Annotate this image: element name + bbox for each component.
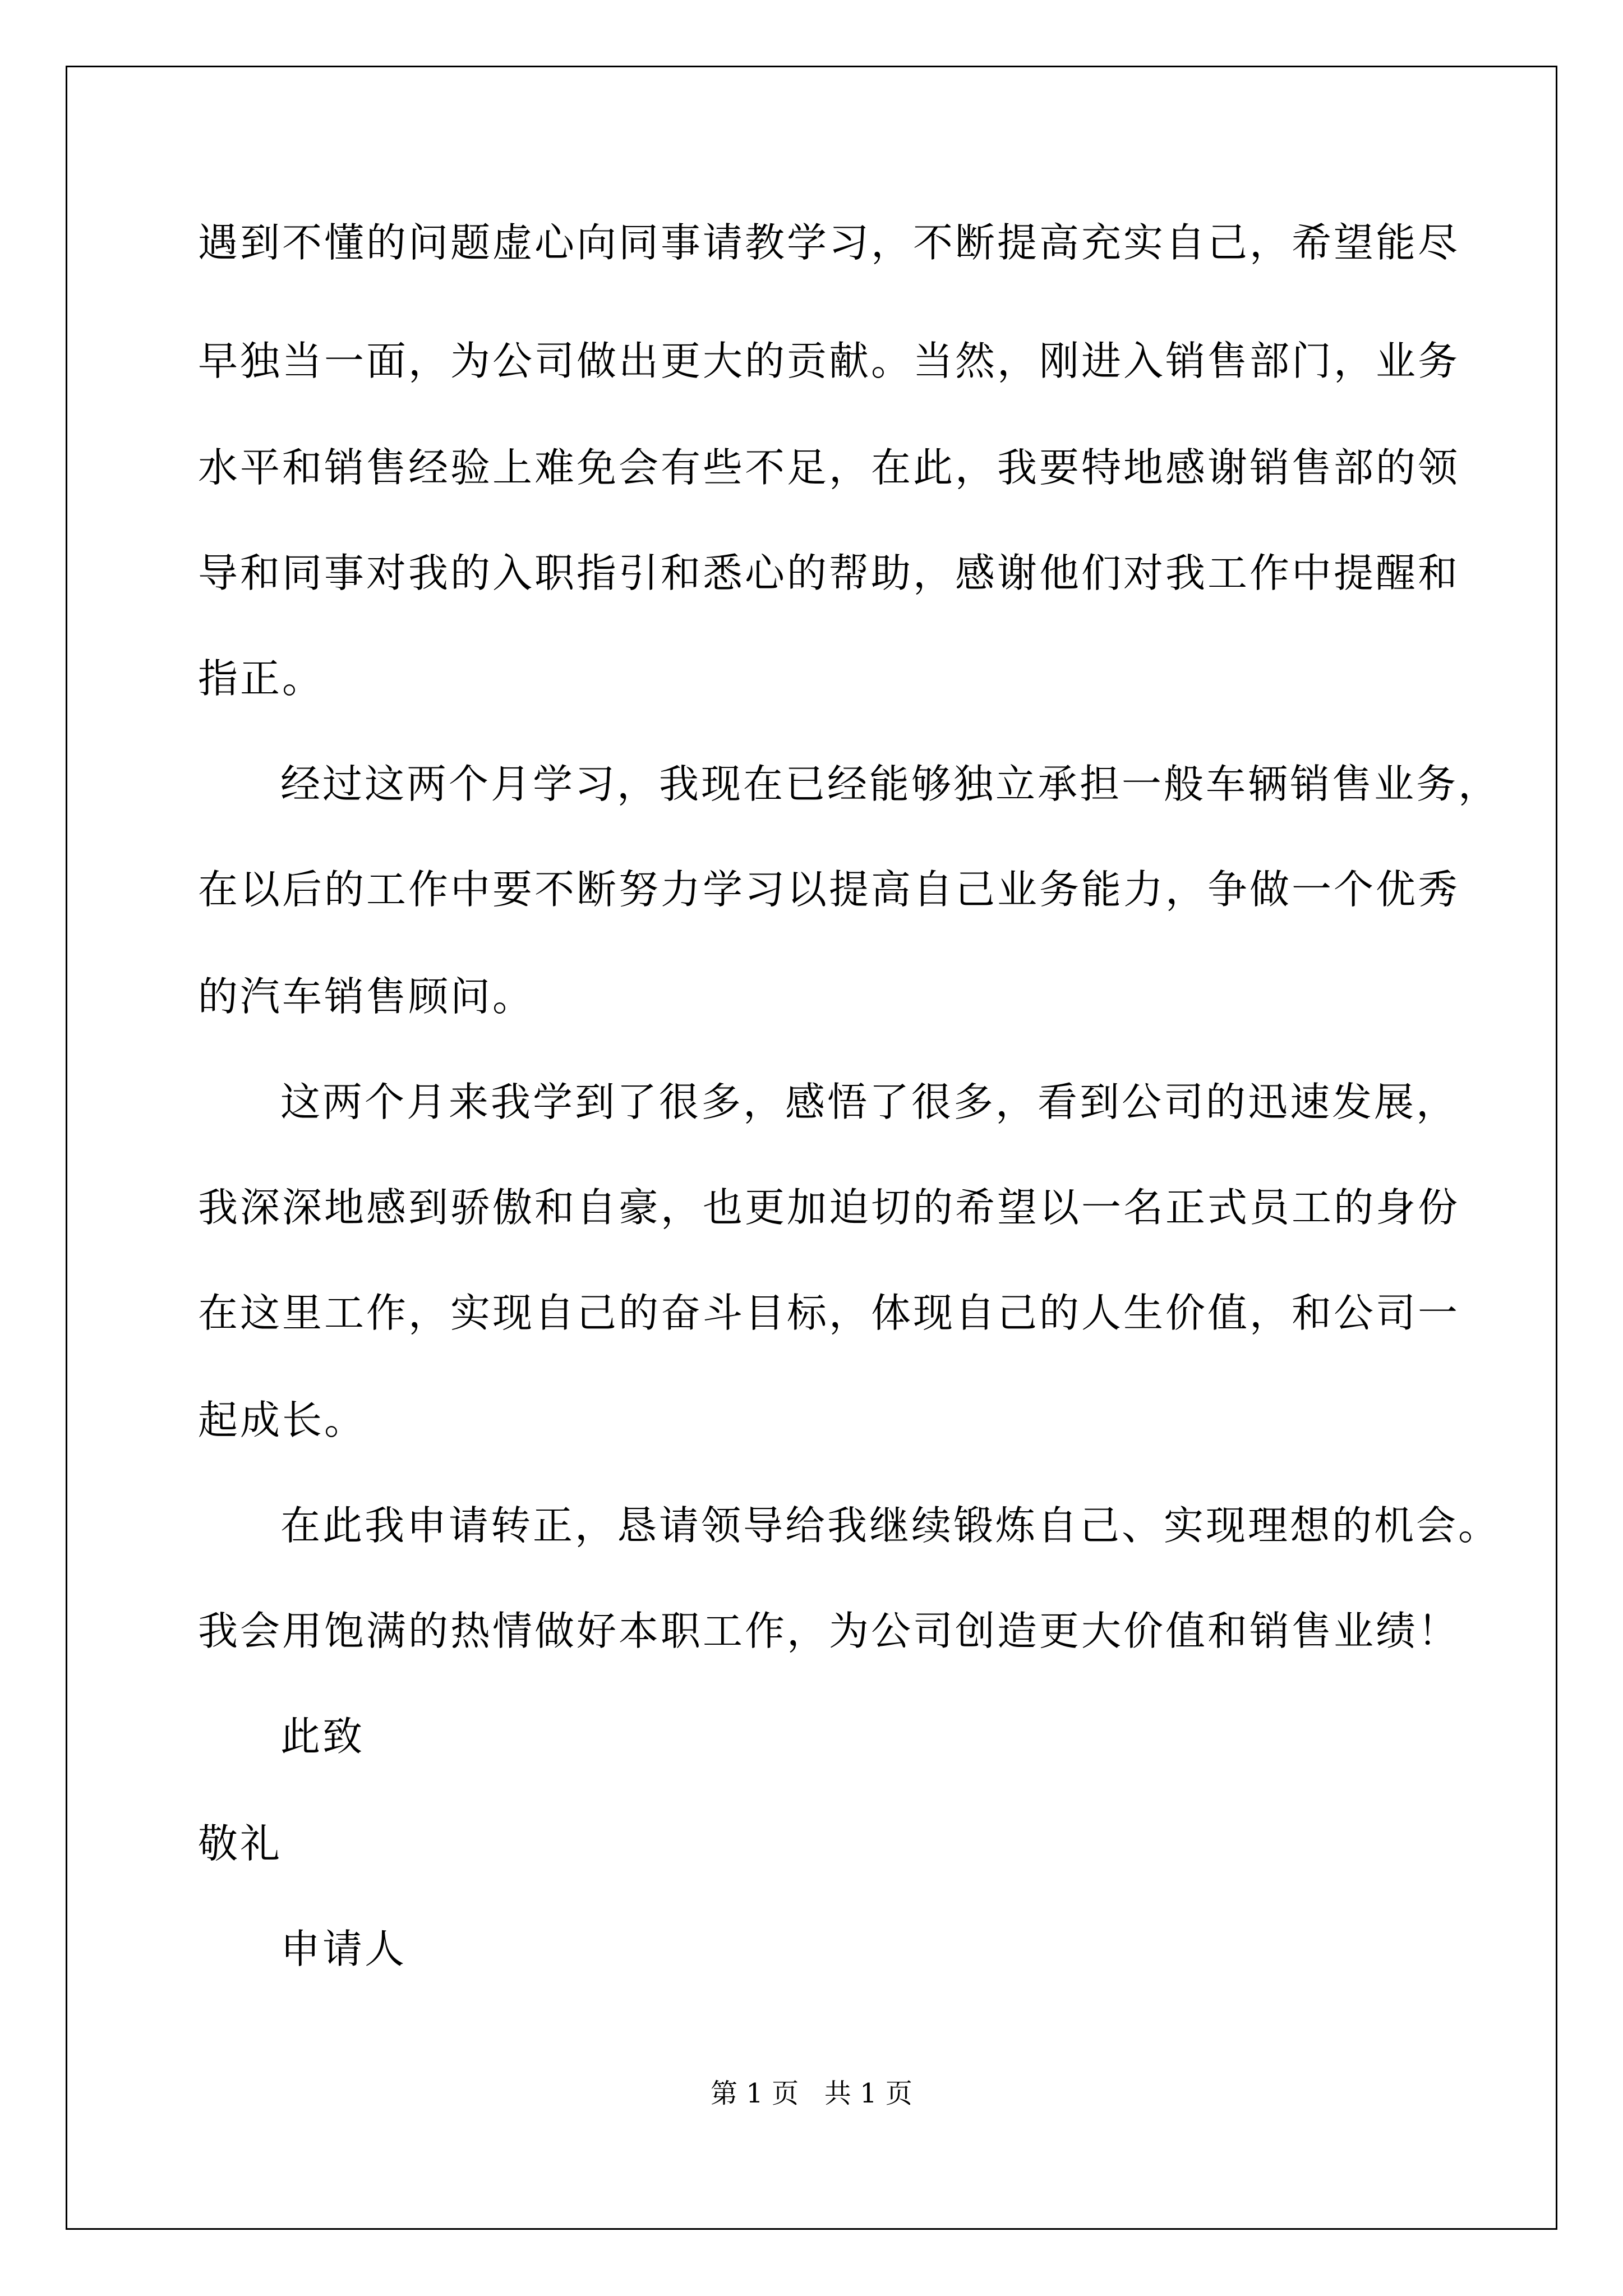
page-border <box>66 66 1557 2230</box>
paragraph-4-line-1: 在此我申请转正，恳请领导给我继续锻炼自己、实现理想的机会。 <box>280 1502 1501 1549</box>
closing-salutation: 此致 <box>280 1713 365 1760</box>
paragraph-1-line-3: 水平和销售经验上难免会有些不足，在此，我要特地感谢销售部的领 <box>198 444 1460 491</box>
page-footer: 第 1 页 共 1 页 <box>711 2078 912 2109</box>
paragraph-2-line-1: 经过这两个月学习，我现在已经能够独立承担一般车辆销售业务， <box>280 761 1501 807</box>
paragraph-3-line-4: 起成长。 <box>198 1397 367 1443</box>
paragraph-3-line-2: 我深深地感到骄傲和自豪，也更加迫切的希望以一名正式员工的身份 <box>198 1184 1460 1231</box>
paragraph-1-line-5: 指正。 <box>198 655 325 702</box>
paragraph-1-line-4: 导和同事对我的入职指引和悉心的帮助，感谢他们对我工作中提醒和 <box>198 550 1460 596</box>
paragraph-3-line-1: 这两个月来我学到了很多，感悟了很多，看到公司的迅速发展， <box>280 1079 1459 1125</box>
paragraph-4-line-2: 我会用饱满的热情做好本职工作，为公司创造更大价值和销售业绩！ <box>198 1608 1460 1654</box>
paragraph-2-line-2: 在以后的工作中要不断努力学习以提高自己业务能力，争做一个优秀 <box>198 866 1460 913</box>
closing-regards: 敬礼 <box>198 1820 283 1867</box>
applicant-label: 申请人 <box>280 1926 407 1972</box>
paragraph-1-line-2: 早独当一面，为公司做出更大的贡献。当然，刚进入销售部门，业务 <box>198 338 1460 384</box>
paragraph-2-line-3: 的汽车销售顾问。 <box>198 973 535 1020</box>
paragraph-3-line-3: 在这里工作，实现自己的奋斗目标，体现自己的人生价值，和公司一 <box>198 1290 1460 1336</box>
paragraph-1-line-1: 遇到不懂的问题虚心向同事请教学习，不断提高充实自己，希望能尽 <box>198 219 1460 266</box>
